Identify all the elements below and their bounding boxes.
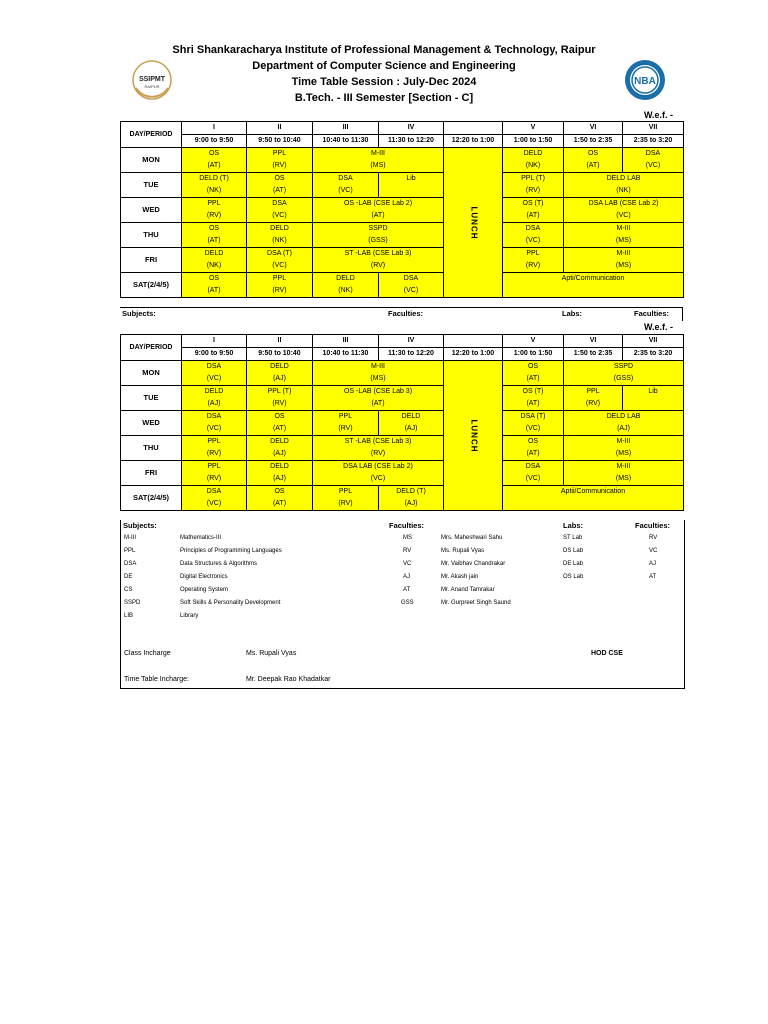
subject-cell: PPL (T) (247, 386, 313, 399)
faculty-code: MS (403, 535, 412, 541)
subject-cell: DSA (623, 148, 684, 161)
time-header: 1:50 to 2:35 (564, 348, 623, 361)
faculty-cell: (NK) (182, 185, 247, 198)
svg-text:SSIPMT: SSIPMT (138, 76, 166, 83)
period-header: II (247, 335, 313, 348)
day-label: WED (121, 411, 182, 436)
faculty-cell: (AJ) (379, 423, 444, 436)
subject-cell: DSA (182, 411, 247, 424)
subject-cell: OS (182, 148, 247, 161)
wef-label-2: W.e.f. - (644, 322, 673, 332)
subject-cell: DSA (182, 361, 247, 374)
faculties-label-1: Faculties: (388, 309, 424, 318)
subject-name: Library (180, 613, 199, 619)
faculty-cell: (RV) (503, 260, 564, 273)
subject-cell: ST -LAB (CSE Lab 3) (313, 248, 444, 261)
subject-cell: DELD (T) (182, 173, 247, 186)
subject-cell: DSA LAB (CSE Lab 2) (313, 461, 444, 474)
period-header: V (503, 122, 564, 135)
wef-label-1: W.e.f. - (644, 110, 673, 120)
subject-cell: DELD LAB (564, 411, 684, 424)
time-header: 12:20 to 1:00 (444, 135, 503, 148)
day-label: TUE (121, 173, 182, 198)
subject-cell: OS (247, 486, 313, 499)
faculty-cell: (AJ) (247, 448, 313, 461)
faculty-cell: (RV) (503, 185, 564, 198)
subject-cell: Apti/Communication (503, 273, 684, 298)
divider (120, 307, 683, 308)
period-header: VII (623, 122, 684, 135)
nba-logo (623, 58, 667, 102)
period-header: III (313, 335, 379, 348)
session-title: Time Table Session : July-Dec 2024 (291, 76, 477, 88)
subject-code: M-III (124, 535, 136, 541)
subject-cell: PPL (182, 198, 247, 211)
subject-cell: Aptii/Communication (503, 486, 684, 511)
subject-cell: DSA (503, 461, 564, 474)
faculty-cell: (VC) (503, 235, 564, 248)
faculty-cell: (MS) (564, 235, 684, 248)
lab-faculty: VC (649, 548, 658, 554)
subject-cell: OS (247, 411, 313, 424)
faculty-name: Mr. Akash jain (441, 574, 479, 580)
faculty-cell: (VC) (182, 373, 247, 386)
subject-cell: DELD (313, 273, 379, 286)
subject-cell: DSA (182, 486, 247, 499)
day-label: SAT(2/4/5) (121, 273, 182, 298)
subject-cell: OS -LAB (CSE Lab 3) (313, 386, 444, 399)
faculty-cell: (AT) (247, 498, 313, 511)
faculty-cell: (AT) (247, 423, 313, 436)
faculty-cell: (AT) (503, 398, 564, 411)
subjects-label-1: Subjects: (122, 309, 156, 318)
faculty-cell: (VC) (379, 285, 444, 298)
faculty-cell: (RV) (247, 160, 313, 173)
department-name: Department of Computer Science and Engineering (252, 60, 516, 72)
faculty-code: RV (403, 548, 412, 554)
class-incharge-name: Ms. Rupali Vyas (246, 650, 297, 657)
faculty-cell (379, 185, 444, 198)
faculty-cell: (AT) (503, 373, 564, 386)
day-label: MON (121, 361, 182, 386)
subject-cell: PPL (313, 486, 379, 499)
dayperiod-header: DAY/PERIOD (121, 335, 182, 361)
time-header: 11:30 to 12:20 (379, 135, 444, 148)
faculty-cell: (VC) (247, 260, 313, 273)
faculty-cell: (VC) (182, 423, 247, 436)
lab-name: ST Lab (563, 535, 583, 541)
subject-cell: PPL (503, 248, 564, 261)
subject-cell: PPL (247, 273, 313, 286)
lab-faculty: AJ (649, 561, 657, 567)
period-header: IV (379, 122, 444, 135)
faculties-label-2: Faculties: (635, 521, 671, 530)
period-header: V (503, 335, 564, 348)
time-header: 12:20 to 1:00 (444, 348, 503, 361)
subject-name: Digital Electronics (180, 574, 228, 580)
subject-cell: M-III (564, 248, 684, 261)
subject-cell: OS (564, 148, 623, 161)
subject-name: Mathematics-III (180, 535, 222, 541)
faculty-cell: (AT) (247, 185, 313, 198)
faculty-cell: (RV) (182, 210, 247, 223)
subject-cell: DSA (T) (503, 411, 564, 424)
subject-cell: DSA (503, 223, 564, 236)
faculty-name: Mr. Anand Tamrakar (441, 587, 495, 593)
labs-label: Labs: (563, 521, 584, 530)
lab-name: DE Lab (563, 561, 584, 567)
time-header: 1:00 to 1:50 (503, 348, 564, 361)
faculty-cell: (MS) (564, 260, 684, 273)
subject-code: DSA (124, 561, 137, 567)
period-header: I (182, 122, 247, 135)
lab-name: OS Lab (563, 574, 584, 580)
faculty-cell: (AJ) (247, 373, 313, 386)
day-label: WED (121, 198, 182, 223)
subject-cell: DELD LAB (564, 173, 684, 186)
subject-cell: Lib (379, 173, 444, 186)
subject-cell: M-III (313, 148, 444, 161)
time-header: 9:50 to 10:40 (247, 135, 313, 148)
subject-cell: PPL (564, 386, 623, 399)
svg-text:RAIPUR: RAIPUR (144, 84, 160, 89)
subject-code: SSPD (124, 600, 141, 606)
subject-cell: OS (503, 361, 564, 374)
lab-name: DS Lab (563, 548, 584, 554)
subject-cell: PPL (T) (503, 173, 564, 186)
lab-faculty: AT (649, 574, 657, 580)
faculties-label-1b: Faculties: (634, 309, 670, 318)
subject-name: Operating System (180, 587, 229, 593)
subject-cell: PPL (182, 436, 247, 449)
period-header: VI (564, 335, 623, 348)
period-header: I (182, 335, 247, 348)
subject-cell: SSPD (313, 223, 444, 236)
faculty-cell: (GSS) (313, 235, 444, 248)
faculty-cell: (VC) (313, 473, 444, 486)
faculty-cell: (MS) (313, 160, 444, 173)
subject-code: DE (124, 574, 133, 580)
faculty-cell: (AT) (182, 285, 247, 298)
time-header: 2:35 to 3:20 (623, 135, 684, 148)
subject-cell: DSA LAB (CSE Lab 2) (564, 198, 684, 211)
faculty-cell: (RV) (182, 473, 247, 486)
subject-cell: DELD (182, 386, 247, 399)
faculty-name: Mr. Gurpreet Singh Saund (441, 600, 511, 606)
subject-cell: OS -LAB (CSE Lab 2) (313, 198, 444, 211)
faculty-cell: (AT) (564, 160, 623, 173)
legend-section (120, 520, 685, 689)
faculty-cell: (AT) (313, 210, 444, 223)
time-header: 11:30 to 12:20 (379, 348, 444, 361)
faculty-cell: (AJ) (182, 398, 247, 411)
subject-cell: DELD (182, 248, 247, 261)
subject-cell: OS (503, 436, 564, 449)
faculty-code: GSS (401, 600, 414, 606)
subject-cell: DELD (247, 361, 313, 374)
subject-cell: ST -LAB (CSE Lab 3) (313, 436, 444, 449)
faculty-cell: (MS) (564, 473, 684, 486)
period-header: III (313, 122, 379, 135)
subject-cell: DELD (503, 148, 564, 161)
subject-cell: DELD (247, 223, 313, 236)
time-header: 2:35 to 3:20 (623, 348, 684, 361)
day-label: THU (121, 436, 182, 461)
faculty-cell: (AJ) (379, 498, 444, 511)
day-label: SAT(2/4/5) (121, 486, 182, 511)
faculty-cell: (NK) (564, 185, 684, 198)
subject-cell: M-III (564, 223, 684, 236)
faculty-cell: (MS) (313, 373, 444, 386)
svg-text:NBA: NBA (634, 76, 656, 87)
period-header (444, 335, 503, 348)
faculties-label: Faculties: (389, 521, 425, 530)
subject-cell: OS (182, 223, 247, 236)
subject-cell: DSA (T) (247, 248, 313, 261)
faculty-cell: (VC) (623, 160, 684, 173)
subject-cell: PPL (247, 148, 313, 161)
period-header: VII (623, 335, 684, 348)
subject-cell: PPL (313, 411, 379, 424)
subject-code: CS (124, 587, 133, 593)
subject-cell: OS (T) (503, 198, 564, 211)
faculty-cell: (NK) (247, 235, 313, 248)
class-incharge-label: Class Incharge (124, 650, 171, 657)
faculty-cell: (VC) (313, 185, 379, 198)
hod-label: HOD CSE (591, 650, 623, 657)
period-header (444, 122, 503, 135)
timetable-1 (120, 121, 684, 298)
faculty-code: VC (403, 561, 412, 567)
faculty-cell: (RV) (182, 448, 247, 461)
faculty-cell: (RV) (313, 498, 379, 511)
faculty-cell: (RV) (247, 285, 313, 298)
timetable-2 (120, 334, 684, 511)
time-header: 1:50 to 2:35 (564, 135, 623, 148)
subject-cell: M-III (313, 361, 444, 374)
subject-cell: OS (247, 173, 313, 186)
faculty-cell: (NK) (503, 160, 564, 173)
divider (682, 307, 683, 321)
faculty-cell: (VC) (182, 498, 247, 511)
time-header: 10:40 to 11:30 (313, 135, 379, 148)
subject-name: Soft Skills & Personality Development (180, 600, 281, 606)
subject-cell: DELD (379, 411, 444, 424)
faculty-cell: (AJ) (247, 473, 313, 486)
time-header: 1:00 to 1:50 (503, 135, 564, 148)
faculty-cell: (AT) (503, 448, 564, 461)
tt-incharge-label: Time Table Incharge: (124, 676, 189, 683)
faculty-cell: (RV) (313, 423, 379, 436)
faculty-name: Ms. Rupali Vyas (441, 548, 485, 554)
faculty-cell: (VC) (564, 210, 684, 223)
period-header: VI (564, 122, 623, 135)
subject-cell: OS (182, 273, 247, 286)
subjects-label: Subjects: (123, 521, 157, 530)
subject-cell: DSA (379, 273, 444, 286)
lunch-cell: LUNCH (444, 361, 503, 511)
institute-name: Shri Shankaracharya Institute of Professional Management & Technology, Raipur (172, 44, 596, 56)
subject-code: PPL (124, 548, 136, 554)
faculty-cell: (AT) (503, 210, 564, 223)
faculty-code: AT (403, 587, 411, 593)
dayperiod-header: DAY/PERIOD (121, 122, 182, 148)
time-header: 9:00 to 9:50 (182, 135, 247, 148)
faculty-name: Mr. Vaibhav Chandrakar (441, 561, 506, 567)
subject-cell: M-III (564, 461, 684, 474)
subject-name: Data Structures & Algorithms (180, 561, 258, 567)
faculty-cell: (RV) (247, 398, 313, 411)
faculty-cell: (NK) (182, 260, 247, 273)
faculty-cell: (AT) (313, 398, 444, 411)
faculty-cell: (GSS) (564, 373, 684, 386)
faculty-code: AJ (403, 574, 411, 580)
faculty-cell: (RV) (313, 448, 444, 461)
subject-cell: OS (T) (503, 386, 564, 399)
period-header: IV (379, 335, 444, 348)
time-header: 9:00 to 9:50 (182, 348, 247, 361)
faculty-cell: (VC) (503, 423, 564, 436)
subject-cell: M-III (564, 436, 684, 449)
lab-faculty: RV (649, 535, 658, 541)
faculty-cell: (AT) (182, 160, 247, 173)
day-label: THU (121, 223, 182, 248)
subject-cell: DELD (T) (379, 486, 444, 499)
faculty-cell: (MS) (564, 448, 684, 461)
faculty-cell (623, 398, 684, 411)
subject-name: Principles of Programming Languages (180, 548, 282, 554)
subject-cell: Lib (623, 386, 684, 399)
subject-cell: PPL (182, 461, 247, 474)
subject-cell: SSPD (564, 361, 684, 374)
faculty-cell: (RV) (313, 260, 444, 273)
subject-cell: DSA (247, 198, 313, 211)
semester-title: B.Tech. - III Semester [Section - C] (294, 92, 474, 104)
faculty-cell: (AJ) (564, 423, 684, 436)
day-label: FRI (121, 248, 182, 273)
ssipmt-logo (128, 58, 182, 102)
faculty-cell: (VC) (247, 210, 313, 223)
period-header: II (247, 122, 313, 135)
subject-code: LIB (124, 613, 134, 619)
labs-label-1: Labs: (562, 309, 583, 318)
day-label: FRI (121, 461, 182, 486)
time-header: 10:40 to 11:30 (313, 348, 379, 361)
faculty-cell: (VC) (503, 473, 564, 486)
faculty-cell: (AT) (182, 235, 247, 248)
subject-cell: DELD (247, 436, 313, 449)
subject-cell: DSA (313, 173, 379, 186)
day-label: MON (121, 148, 182, 173)
faculty-cell: (RV) (564, 398, 623, 411)
day-label: TUE (121, 386, 182, 411)
lunch-cell: LUNCH (444, 148, 503, 298)
time-header: 9:50 to 10:40 (247, 348, 313, 361)
tt-incharge-name: Mr. Deepak Rao Khadatkar (246, 676, 331, 683)
faculty-name: Mrs. Maheshwari Sahu (441, 535, 503, 541)
subject-cell: DELD (247, 461, 313, 474)
faculty-cell: (NK) (313, 285, 379, 298)
